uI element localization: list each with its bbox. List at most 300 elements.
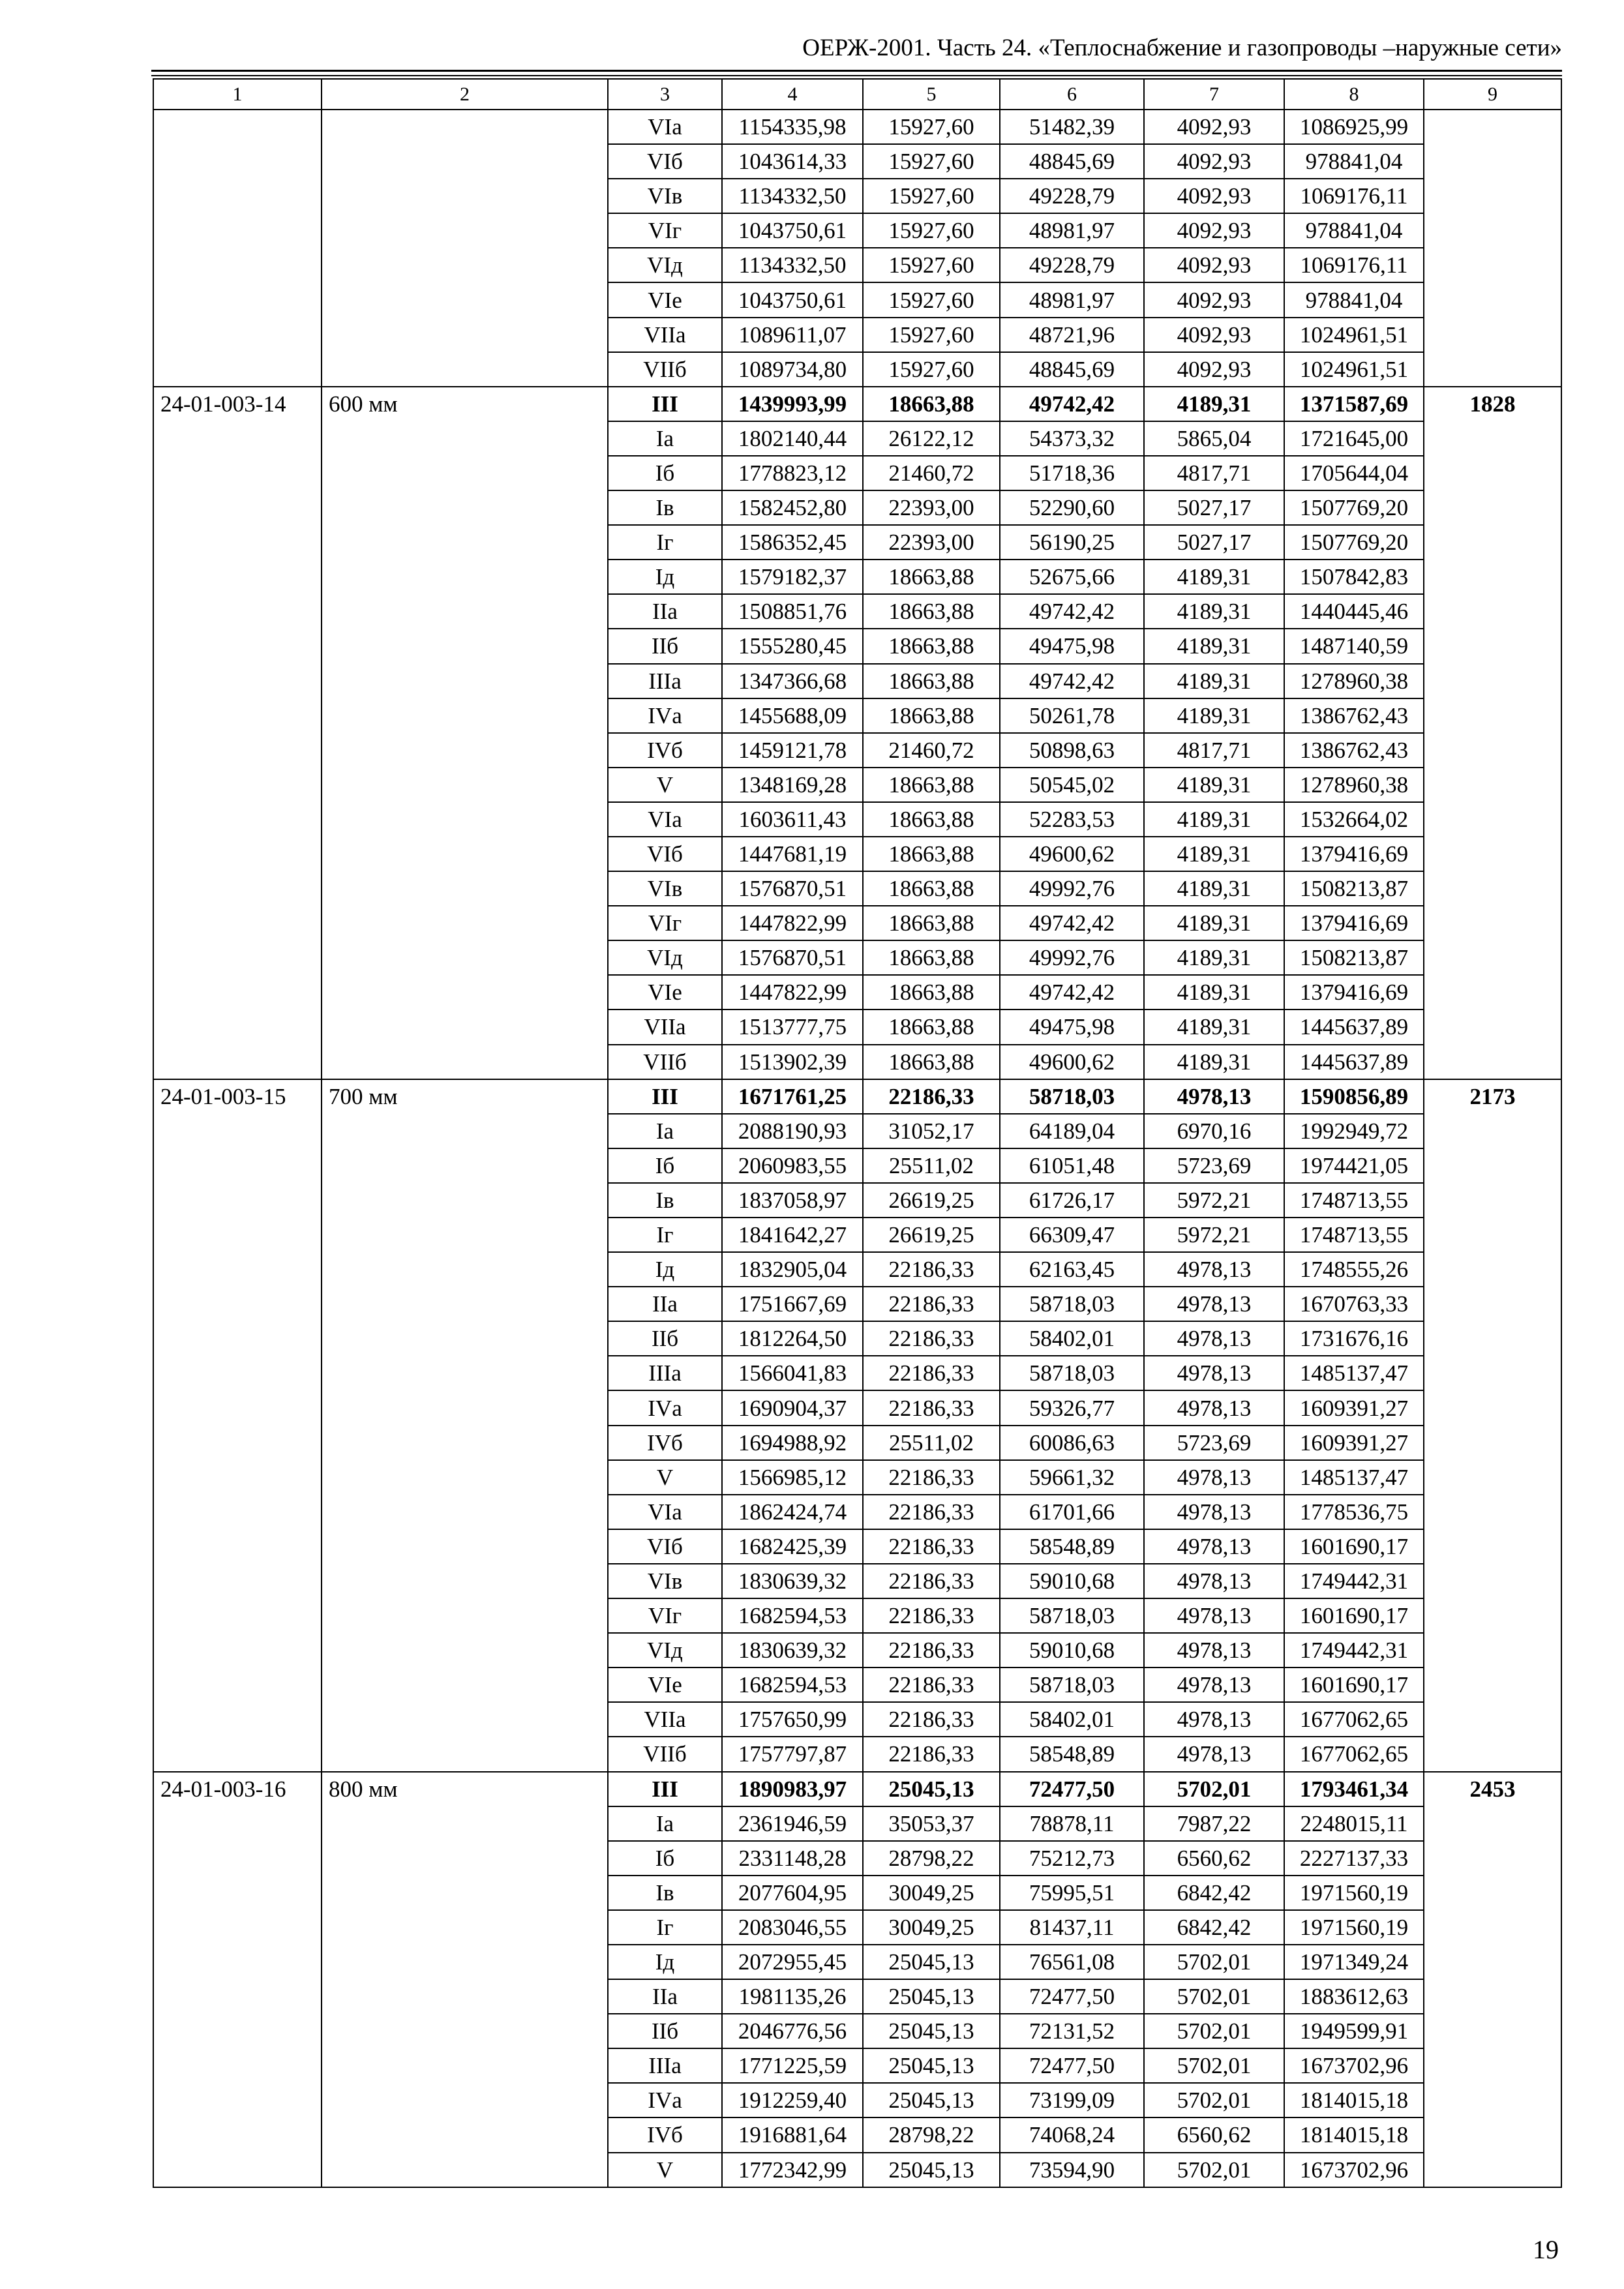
column-header: 7 xyxy=(1144,79,1284,110)
value-cell: 30049,25 xyxy=(863,1876,1000,1910)
value-cell: 1812264,50 xyxy=(722,1321,863,1356)
value-cell: 1069176,11 xyxy=(1284,248,1424,282)
value-cell: 5027,17 xyxy=(1144,490,1284,525)
value-cell: 58402,01 xyxy=(1000,1321,1144,1356)
value-cell: 18663,88 xyxy=(863,629,1000,663)
value-cell: 1566985,12 xyxy=(722,1460,863,1495)
value-cell: 22186,33 xyxy=(863,1529,1000,1564)
value-cell: 1440445,46 xyxy=(1284,594,1424,629)
value-cell: 1609391,27 xyxy=(1284,1390,1424,1425)
value-cell: 49475,98 xyxy=(1000,1010,1144,1044)
value-cell: 1134332,50 xyxy=(722,179,863,213)
value-cell: 15927,60 xyxy=(863,318,1000,352)
value-cell: 1579182,37 xyxy=(722,560,863,594)
value-cell: 1555280,45 xyxy=(722,629,863,663)
value-cell: 18663,88 xyxy=(863,906,1000,940)
value-cell: 49742,42 xyxy=(1000,664,1144,698)
value-cell: 62163,45 xyxy=(1000,1252,1144,1287)
value-cell: 978841,04 xyxy=(1284,213,1424,248)
value-cell: 2060983,55 xyxy=(722,1148,863,1183)
value-cell: 49600,62 xyxy=(1000,1045,1144,1079)
header-rule xyxy=(151,70,1562,72)
value-cell: 4978,13 xyxy=(1144,1287,1284,1321)
value-cell: 4978,13 xyxy=(1144,1668,1284,1702)
value-cell: 1682594,53 xyxy=(722,1668,863,1702)
value-cell: 22186,33 xyxy=(863,1321,1000,1356)
value-cell: 26122,12 xyxy=(863,421,1000,456)
item-dimension: 700 мм xyxy=(322,1079,608,1772)
value-cell: 21460,72 xyxy=(863,456,1000,490)
value-cell: 4189,31 xyxy=(1144,871,1284,906)
value-cell: 6560,62 xyxy=(1144,2117,1284,2152)
value-cell: 2331148,28 xyxy=(722,1841,863,1876)
table-row xyxy=(153,1079,1561,1114)
value-cell: 1690904,37 xyxy=(722,1390,863,1425)
value-cell: 1749442,31 xyxy=(1284,1564,1424,1598)
variant-cell: IVб xyxy=(608,1426,722,1460)
variant-cell: VIд xyxy=(608,1633,722,1668)
column-header: 9 xyxy=(1424,79,1561,110)
value-cell: 73594,90 xyxy=(1000,2153,1144,2187)
value-cell: 18663,88 xyxy=(863,560,1000,594)
value-cell: 74068,24 xyxy=(1000,2117,1144,2152)
value-cell: 4978,13 xyxy=(1144,1079,1284,1114)
value-cell: 18663,88 xyxy=(863,698,1000,733)
value-cell: 76561,08 xyxy=(1000,1945,1144,1979)
value-cell: 1379416,69 xyxy=(1284,837,1424,871)
value-cell: 1485137,47 xyxy=(1284,1356,1424,1390)
value-cell: 75995,51 xyxy=(1000,1876,1144,1910)
value-cell: 18663,88 xyxy=(863,594,1000,629)
value-cell: 4092,93 xyxy=(1144,248,1284,282)
value-cell: 1890983,97 xyxy=(722,1772,863,1806)
value-cell: 25045,13 xyxy=(863,2153,1000,2187)
value-cell: 1601690,17 xyxy=(1284,1529,1424,1564)
variant-cell: IVа xyxy=(608,2083,722,2117)
value-cell: 1757650,99 xyxy=(722,1702,863,1737)
value-cell: 1883612,63 xyxy=(1284,1979,1424,2014)
variant-cell: IIа xyxy=(608,1287,722,1321)
value-cell: 15927,60 xyxy=(863,352,1000,387)
price-table xyxy=(153,78,1562,2188)
variant-cell: VIг xyxy=(608,1598,722,1633)
value-cell: 52283,53 xyxy=(1000,802,1144,837)
value-cell: 1837058,97 xyxy=(722,1183,863,1218)
value-cell: 48721,96 xyxy=(1000,318,1144,352)
item-code xyxy=(153,110,322,387)
variant-cell: III xyxy=(608,387,722,421)
value-cell: 1532664,02 xyxy=(1284,802,1424,837)
value-cell: 51482,39 xyxy=(1000,110,1144,144)
value-cell: 49742,42 xyxy=(1000,387,1144,421)
variant-cell: Iг xyxy=(608,525,722,560)
variant-cell: IIб xyxy=(608,629,722,663)
value-cell: 28798,22 xyxy=(863,2117,1000,2152)
value-cell: 73199,09 xyxy=(1000,2083,1144,2117)
variant-cell: VIIа xyxy=(608,1010,722,1044)
value-cell: 59326,77 xyxy=(1000,1390,1144,1425)
value-cell: 4978,13 xyxy=(1144,1529,1284,1564)
value-cell: 1677062,65 xyxy=(1284,1737,1424,1771)
value-cell: 21460,72 xyxy=(863,733,1000,768)
value-cell: 54373,32 xyxy=(1000,421,1144,456)
value-cell: 4092,93 xyxy=(1144,144,1284,179)
variant-cell: VIIб xyxy=(608,1045,722,1079)
value-cell: 15927,60 xyxy=(863,282,1000,317)
value-cell: 1832905,04 xyxy=(722,1252,863,1287)
value-cell: 1485137,47 xyxy=(1284,1460,1424,1495)
column-header: 5 xyxy=(863,79,1000,110)
value-cell: 5972,21 xyxy=(1144,1218,1284,1252)
value-cell: 15927,60 xyxy=(863,248,1000,282)
item-dimension xyxy=(322,110,608,387)
value-cell: 1673702,96 xyxy=(1284,2048,1424,2083)
column-header: 6 xyxy=(1000,79,1144,110)
value-cell: 4978,13 xyxy=(1144,1321,1284,1356)
value-cell: 5702,01 xyxy=(1144,2153,1284,2187)
value-cell: 1386762,43 xyxy=(1284,698,1424,733)
value-cell: 18663,88 xyxy=(863,975,1000,1010)
value-cell: 4817,71 xyxy=(1144,733,1284,768)
value-cell: 1586352,45 xyxy=(722,525,863,560)
value-cell: 25045,13 xyxy=(863,2083,1000,2117)
value-cell: 49992,76 xyxy=(1000,940,1144,975)
value-cell: 1455688,09 xyxy=(722,698,863,733)
value-cell: 18663,88 xyxy=(863,940,1000,975)
variant-cell: VIе xyxy=(608,1668,722,1702)
value-cell: 1154335,98 xyxy=(722,110,863,144)
value-cell: 61051,48 xyxy=(1000,1148,1144,1183)
value-cell: 1043750,61 xyxy=(722,282,863,317)
variant-cell: Iа xyxy=(608,421,722,456)
value-cell: 30049,25 xyxy=(863,1910,1000,1945)
value-cell: 6842,42 xyxy=(1144,1910,1284,1945)
value-cell: 26619,25 xyxy=(863,1183,1000,1218)
variant-cell: V xyxy=(608,768,722,802)
value-cell: 75212,73 xyxy=(1000,1841,1144,1876)
value-cell: 1778536,75 xyxy=(1284,1495,1424,1529)
value-cell: 1971349,24 xyxy=(1284,1945,1424,1979)
value-cell: 1601690,17 xyxy=(1284,1598,1424,1633)
table-body xyxy=(153,79,1561,2187)
variant-cell: VIа xyxy=(608,1495,722,1529)
value-cell: 1459121,78 xyxy=(722,733,863,768)
value-cell: 4189,31 xyxy=(1144,802,1284,837)
value-cell: 2361946,59 xyxy=(722,1806,863,1841)
value-cell: 58718,03 xyxy=(1000,1356,1144,1390)
value-cell: 22186,33 xyxy=(863,1564,1000,1598)
item-extra: 1828 xyxy=(1424,387,1561,1079)
value-cell: 4189,31 xyxy=(1144,906,1284,940)
variant-cell: IIа xyxy=(608,594,722,629)
value-cell: 25045,13 xyxy=(863,2014,1000,2048)
value-cell: 4189,31 xyxy=(1144,387,1284,421)
value-cell: 49600,62 xyxy=(1000,837,1144,871)
value-cell: 1981135,26 xyxy=(722,1979,863,2014)
value-cell: 1043750,61 xyxy=(722,213,863,248)
value-cell: 1513902,39 xyxy=(722,1045,863,1079)
value-cell: 1862424,74 xyxy=(722,1495,863,1529)
value-cell: 1447822,99 xyxy=(722,906,863,940)
value-cell: 1278960,38 xyxy=(1284,768,1424,802)
column-header: 8 xyxy=(1284,79,1424,110)
value-cell: 1278960,38 xyxy=(1284,664,1424,698)
value-cell: 22186,33 xyxy=(863,1737,1000,1771)
value-cell: 5972,21 xyxy=(1144,1183,1284,1218)
value-cell: 2248015,11 xyxy=(1284,1806,1424,1841)
value-cell: 18663,88 xyxy=(863,387,1000,421)
value-cell: 1814015,18 xyxy=(1284,2083,1424,2117)
value-cell: 1069176,11 xyxy=(1284,179,1424,213)
item-extra: 2453 xyxy=(1424,1772,1561,2187)
value-cell: 1024961,51 xyxy=(1284,352,1424,387)
page-header: ОЕРЖ-2001. Часть 24. «Теплоснабжение и газопроводы –наружные сети» xyxy=(802,35,1562,61)
variant-cell: VIв xyxy=(608,179,722,213)
value-cell: 1670763,33 xyxy=(1284,1287,1424,1321)
value-cell: 72131,52 xyxy=(1000,2014,1144,2048)
variant-cell: VIе xyxy=(608,282,722,317)
value-cell: 4189,31 xyxy=(1144,768,1284,802)
value-cell: 22186,33 xyxy=(863,1702,1000,1737)
value-cell: 18663,88 xyxy=(863,1010,1000,1044)
value-cell: 5702,01 xyxy=(1144,2083,1284,2117)
value-cell: 5027,17 xyxy=(1144,525,1284,560)
value-cell: 1757797,87 xyxy=(722,1737,863,1771)
value-cell: 4092,93 xyxy=(1144,352,1284,387)
value-cell: 1802140,44 xyxy=(722,421,863,456)
variant-cell: III xyxy=(608,1079,722,1114)
value-cell: 1590856,89 xyxy=(1284,1079,1424,1114)
value-cell: 1508213,87 xyxy=(1284,871,1424,906)
column-header: 4 xyxy=(722,79,863,110)
variant-cell: IVа xyxy=(608,1390,722,1425)
value-cell: 56190,25 xyxy=(1000,525,1144,560)
value-cell: 35053,37 xyxy=(863,1806,1000,1841)
value-cell: 1705644,04 xyxy=(1284,456,1424,490)
value-cell: 4189,31 xyxy=(1144,1010,1284,1044)
value-cell: 1347366,68 xyxy=(722,664,863,698)
value-cell: 1830639,32 xyxy=(722,1564,863,1598)
value-cell: 1601690,17 xyxy=(1284,1668,1424,1702)
variant-cell: Iв xyxy=(608,1183,722,1218)
variant-cell: III xyxy=(608,1772,722,1806)
value-cell: 978841,04 xyxy=(1284,144,1424,179)
variant-cell: Iд xyxy=(608,1945,722,1979)
value-cell: 1379416,69 xyxy=(1284,906,1424,940)
variant-cell: V xyxy=(608,1460,722,1495)
value-cell: 49992,76 xyxy=(1000,871,1144,906)
value-cell: 1507842,83 xyxy=(1284,560,1424,594)
value-cell: 1749442,31 xyxy=(1284,1633,1424,1668)
value-cell: 4978,13 xyxy=(1144,1252,1284,1287)
value-cell: 6842,42 xyxy=(1144,1876,1284,1910)
variant-cell: VIб xyxy=(608,837,722,871)
variant-cell: Iб xyxy=(608,1148,722,1183)
value-cell: 72477,50 xyxy=(1000,2048,1144,2083)
value-cell: 1731676,16 xyxy=(1284,1321,1424,1356)
variant-cell: Iв xyxy=(608,490,722,525)
value-cell: 4978,13 xyxy=(1144,1598,1284,1633)
value-cell: 1566041,83 xyxy=(722,1356,863,1390)
value-cell: 50545,02 xyxy=(1000,768,1144,802)
value-cell: 2046776,56 xyxy=(722,2014,863,2048)
value-cell: 1507769,20 xyxy=(1284,525,1424,560)
value-cell: 1043614,33 xyxy=(722,144,863,179)
value-cell: 5702,01 xyxy=(1144,1945,1284,1979)
value-cell: 1721645,00 xyxy=(1284,421,1424,456)
value-cell: 22186,33 xyxy=(863,1460,1000,1495)
variant-cell: VIе xyxy=(608,975,722,1010)
table-row xyxy=(153,110,1561,144)
variant-cell: IIб xyxy=(608,1321,722,1356)
value-cell: 1814015,18 xyxy=(1284,2117,1424,2152)
column-header: 3 xyxy=(608,79,722,110)
value-cell: 18663,88 xyxy=(863,664,1000,698)
value-cell: 1513777,75 xyxy=(722,1010,863,1044)
value-cell: 58718,03 xyxy=(1000,1598,1144,1633)
value-cell: 1992949,72 xyxy=(1284,1114,1424,1148)
value-cell: 1912259,40 xyxy=(722,2083,863,2117)
column-header: 2 xyxy=(322,79,608,110)
value-cell: 1974421,05 xyxy=(1284,1148,1424,1183)
value-cell: 1445637,89 xyxy=(1284,1010,1424,1044)
value-cell: 1671761,25 xyxy=(722,1079,863,1114)
table-row xyxy=(153,1772,1561,1806)
value-cell: 58548,89 xyxy=(1000,1737,1144,1771)
value-cell: 1830639,32 xyxy=(722,1633,863,1668)
value-cell: 5723,69 xyxy=(1144,1148,1284,1183)
variant-cell: VIа xyxy=(608,110,722,144)
value-cell: 49475,98 xyxy=(1000,629,1144,663)
value-cell: 50898,63 xyxy=(1000,733,1144,768)
value-cell: 4092,93 xyxy=(1144,318,1284,352)
variant-cell: IIа xyxy=(608,1979,722,2014)
item-dimension: 800 мм xyxy=(322,1772,608,2187)
value-cell: 2072955,45 xyxy=(722,1945,863,1979)
value-cell: 4092,93 xyxy=(1144,213,1284,248)
value-cell: 1841642,27 xyxy=(722,1218,863,1252)
value-cell: 18663,88 xyxy=(863,837,1000,871)
variant-cell: Iг xyxy=(608,1218,722,1252)
item-code: 24-01-003-16 xyxy=(153,1772,322,2187)
value-cell: 4978,13 xyxy=(1144,1633,1284,1668)
value-cell: 15927,60 xyxy=(863,144,1000,179)
variant-cell: IIIа xyxy=(608,2048,722,2083)
value-cell: 1771225,59 xyxy=(722,2048,863,2083)
value-cell: 50261,78 xyxy=(1000,698,1144,733)
value-cell: 59010,68 xyxy=(1000,1564,1144,1598)
value-cell: 25045,13 xyxy=(863,2048,1000,2083)
variant-cell: VIв xyxy=(608,1564,722,1598)
value-cell: 15927,60 xyxy=(863,110,1000,144)
value-cell: 25045,13 xyxy=(863,1772,1000,1806)
value-cell: 1772342,99 xyxy=(722,2153,863,2187)
value-cell: 5865,04 xyxy=(1144,421,1284,456)
value-cell: 1748713,55 xyxy=(1284,1218,1424,1252)
value-cell: 25045,13 xyxy=(863,1945,1000,1979)
table-row xyxy=(153,387,1561,421)
value-cell: 22393,00 xyxy=(863,525,1000,560)
value-cell: 5702,01 xyxy=(1144,1979,1284,2014)
item-extra xyxy=(1424,110,1561,387)
value-cell: 1134332,50 xyxy=(722,248,863,282)
value-cell: 22186,33 xyxy=(863,1495,1000,1529)
value-cell: 1582452,80 xyxy=(722,490,863,525)
variant-cell: Iб xyxy=(608,1841,722,1876)
value-cell: 6560,62 xyxy=(1144,1841,1284,1876)
value-cell: 51718,36 xyxy=(1000,456,1144,490)
value-cell: 4978,13 xyxy=(1144,1702,1284,1737)
value-cell: 1748555,26 xyxy=(1284,1252,1424,1287)
value-cell: 52290,60 xyxy=(1000,490,1144,525)
value-cell: 58718,03 xyxy=(1000,1079,1144,1114)
value-cell: 59661,32 xyxy=(1000,1460,1144,1495)
value-cell: 4189,31 xyxy=(1144,940,1284,975)
column-header: 1 xyxy=(153,79,322,110)
value-cell: 1447681,19 xyxy=(722,837,863,871)
variant-cell: Iа xyxy=(608,1806,722,1841)
value-cell: 1508851,76 xyxy=(722,594,863,629)
value-cell: 1386762,43 xyxy=(1284,733,1424,768)
variant-cell: IVа xyxy=(608,698,722,733)
value-cell: 1609391,27 xyxy=(1284,1426,1424,1460)
value-cell: 1379416,69 xyxy=(1284,975,1424,1010)
value-cell: 1089734,80 xyxy=(722,352,863,387)
value-cell: 49742,42 xyxy=(1000,594,1144,629)
value-cell: 4092,93 xyxy=(1144,110,1284,144)
value-cell: 4189,31 xyxy=(1144,560,1284,594)
value-cell: 15927,60 xyxy=(863,213,1000,248)
variant-cell: V xyxy=(608,2153,722,2187)
value-cell: 1682594,53 xyxy=(722,1598,863,1633)
value-cell: 1487140,59 xyxy=(1284,629,1424,663)
value-cell: 58718,03 xyxy=(1000,1668,1144,1702)
variant-cell: VIг xyxy=(608,213,722,248)
value-cell: 4189,31 xyxy=(1144,629,1284,663)
value-cell: 5702,01 xyxy=(1144,2048,1284,2083)
variant-cell: Iв xyxy=(608,1876,722,1910)
value-cell: 1024961,51 xyxy=(1284,318,1424,352)
value-cell: 1677062,65 xyxy=(1284,1702,1424,1737)
variant-cell: VIIб xyxy=(608,352,722,387)
value-cell: 22393,00 xyxy=(863,490,1000,525)
value-cell: 31052,17 xyxy=(863,1114,1000,1148)
value-cell: 4092,93 xyxy=(1144,282,1284,317)
value-cell: 1348169,28 xyxy=(722,768,863,802)
value-cell: 1086925,99 xyxy=(1284,110,1424,144)
variant-cell: VIд xyxy=(608,248,722,282)
value-cell: 1439993,99 xyxy=(722,387,863,421)
value-cell: 4189,31 xyxy=(1144,664,1284,698)
variant-cell: IVб xyxy=(608,733,722,768)
value-cell: 4817,71 xyxy=(1144,456,1284,490)
value-cell: 18663,88 xyxy=(863,1045,1000,1079)
variant-cell: VIIб xyxy=(608,1737,722,1771)
value-cell: 61726,17 xyxy=(1000,1183,1144,1218)
variant-cell: Iд xyxy=(608,1252,722,1287)
variant-cell: Iд xyxy=(608,560,722,594)
value-cell: 25045,13 xyxy=(863,1979,1000,2014)
variant-cell: VIв xyxy=(608,871,722,906)
header-rule-thin xyxy=(151,75,1562,76)
value-cell: 22186,33 xyxy=(863,1079,1000,1114)
item-dimension: 600 мм xyxy=(322,387,608,1079)
value-cell: 1778823,12 xyxy=(722,456,863,490)
variant-cell: VIIа xyxy=(608,1702,722,1737)
value-cell: 66309,47 xyxy=(1000,1218,1144,1252)
value-cell: 4092,93 xyxy=(1144,179,1284,213)
value-cell: 48981,97 xyxy=(1000,213,1144,248)
